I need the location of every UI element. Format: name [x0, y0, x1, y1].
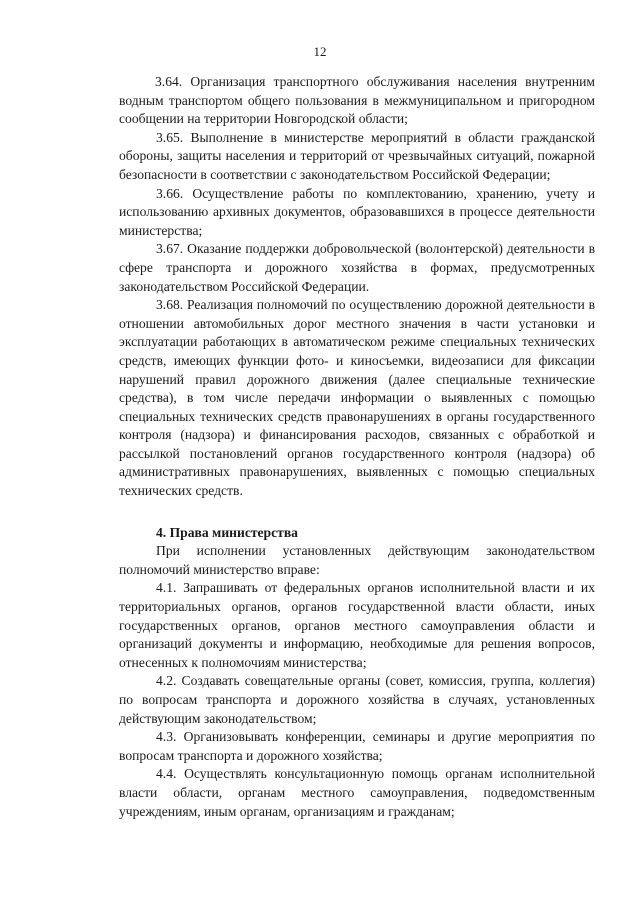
paragraph-3-68: 3.68. Реализация полномочий по осуществлению дорожной деятельности в отношении автомобильных дорог местного значения в части установки и эксплуатации работающих в автоматическом режиме специальных технических средств, имеющих функции фото- и киносъемки, видеозаписи для фиксации нарушений правил дорожного движения (далее специальные технические средства), в том числе передачи информации о выявленных с помощью специальных технических средств правонарушениях в органы государственного контроля (надзора) и финансирования расходов, связанных с обработкой и рассылкой постановлений органов государственного контроля (надзора) об административных правонарушениях, выявленных с помощью специальных технических средств. — [119, 297, 595, 499]
paragraph-intro: При исполнении установленных действующим законодательством полномочий министерство вправе: — [119, 543, 595, 577]
document-body — [119, 73, 595, 821]
page-number: 12 — [313, 44, 327, 59]
paragraph-4-1: 4.1. Запрашивать от федеральных органов исполнительной власти и их территориальных органов, органов государственной власти области, иных государственных органов, органов местного самоуправления области и организаций документы и информацию, необходимые для решения вопросов, отнесенных к полномочиям министерства; — [119, 580, 595, 670]
paragraph-4-2: 4.2. Создавать совещательные органы (совет, комиссия, группа, коллегия) по вопросам транспорта и дорожного хозяйства в случаях, установленных действующим законодательством; — [119, 673, 595, 726]
paragraph-3-67: 3.67. Оказание поддержки добровольческой (волонтерской) деятельности в сфере транспорта и дорожного хозяйства в формах, предусмотренных законодательством Российской Федерации. — [119, 241, 595, 294]
paragraph-4-4: 4.4. Осуществлять консультационную помощь органам исполнительной власти области, органам местного самоуправления, подведомственным учреждениям, иным органам, организациям и гражданам; — [119, 766, 595, 819]
paragraph-3-66: 3.66. Осуществление работы по комплектованию, хранению, учету и использованию архивных документов, образовавшихся в процессе деятельности министерства; — [119, 185, 595, 238]
section-heading: 4. Права министерства — [156, 524, 298, 540]
paragraph-3-65: 3.65. Выполнение в министерстве мероприятий в области гражданской обороны, защиты населения и территорий от чрезвычайных ситуаций, пожарной безопасности в соответствии с законодательством Российской Федерации; — [119, 129, 595, 182]
paragraph-3-64: 3.64. Организация транспортного обслуживания населения внутренним водным транспортом общего пользования в межмуниципальном и пригородном сообщении на территории Новгородской области; — [119, 74, 595, 127]
paragraph-4-3: 4.3. Организовывать конференции, семинары и другие мероприятия по вопросам транспорта и дорожного хозяйства; — [119, 729, 595, 763]
